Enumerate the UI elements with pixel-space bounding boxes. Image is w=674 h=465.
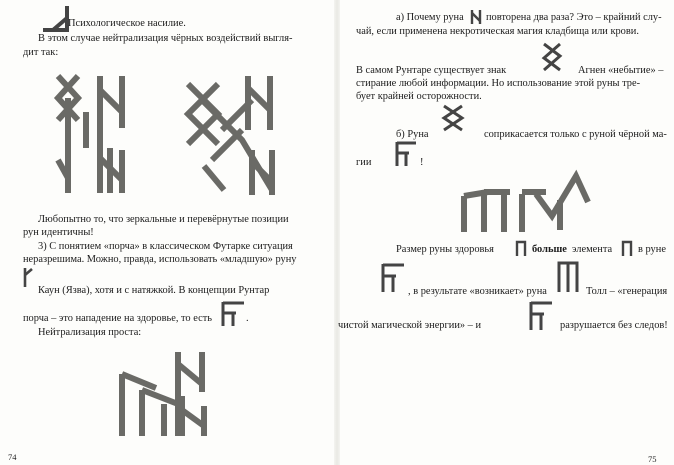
corner-rune-icon [40, 3, 70, 33]
uruz-rune-icon [515, 240, 527, 256]
agnen-rune-icon [540, 42, 564, 72]
paragraph-line: а) Почему руна [396, 12, 464, 23]
sickness-rune-icon [528, 300, 554, 330]
paragraph-line: ! [420, 157, 424, 168]
paragraph-line: В этом случае нейтрализация чёрных воздействий выгля- [38, 33, 293, 44]
paragraph-line: стирание любой информации. Но использование этой руны тре- [356, 78, 641, 89]
paragraph-line: чай, если применена некротическая магия кладбища или крови. [356, 26, 639, 37]
paragraph-line: соприкасается только с руной чёрной ма- [484, 129, 667, 140]
paragraph-line: В самом Рунтаре существует знак [356, 65, 507, 76]
paragraph-line: Нейтрализация проста: [38, 327, 142, 338]
paragraph-line: в руне [638, 244, 666, 255]
paragraph-line: гии [356, 157, 372, 168]
paragraph-line: неразрешима. Можно, правда, использовать «младшую» руну [23, 254, 297, 265]
paragraph-line: повторена два раза? Это – крайний слу- [486, 12, 662, 23]
paragraph-line: элемента [572, 244, 613, 255]
bind-rune-figure-left [52, 68, 132, 198]
uruz-rune-icon [621, 240, 633, 256]
paragraph-line: дит так: [23, 47, 59, 58]
right-page [338, 0, 674, 465]
paragraph-line: б) Руна [396, 129, 429, 140]
paragraph-line: Размер руны здоровья [396, 244, 494, 255]
paragraph-line: рун идентичны! [23, 227, 94, 238]
paragraph-line: Агнен «небытие» – [578, 65, 664, 76]
left-page [0, 0, 336, 465]
paragraph-line: чистой магической энергии» – и [338, 320, 482, 331]
page-number-left: 74 [8, 452, 17, 462]
paragraph-line: порча – это нападение на здоровье, то есть [23, 313, 212, 324]
paragraph-line: 3) С понятием «порча» в классическом Футарке ситуация [38, 241, 293, 252]
hagal-rune-icon [470, 9, 482, 25]
bind-rune-figure-bottom [116, 350, 216, 442]
bold-word: больше [532, 244, 567, 255]
paragraph-line: Каун (Язва), хотя и с натяжкой. В концепции Рунтар [38, 285, 270, 296]
agnen-rune-small-icon [440, 104, 466, 132]
page-number-right: 75 [648, 454, 657, 464]
paragraph-line: бует крайней осторожности. [356, 91, 482, 102]
heading-text: Психологическое насилие. [68, 18, 186, 29]
toll-rune-icon [556, 260, 580, 292]
paragraph-line: Толл – «генерация [586, 286, 668, 297]
paragraph-line: разрушается без следов! [560, 320, 668, 331]
sickness-rune-icon [380, 262, 406, 292]
sickness-rune-icon [394, 140, 418, 166]
paragraph-line: , в результате «возникает» руна [408, 286, 547, 297]
paragraph-line: . [246, 313, 249, 324]
kaun-rune-icon [22, 266, 34, 288]
sickness-rune-icon [220, 300, 246, 326]
bind-rune-figure-right [182, 70, 282, 200]
paragraph-line: Любопытно то, что зеркальные и перевёрнутые позиции [38, 214, 289, 225]
bind-rune-figure-large [458, 170, 590, 234]
